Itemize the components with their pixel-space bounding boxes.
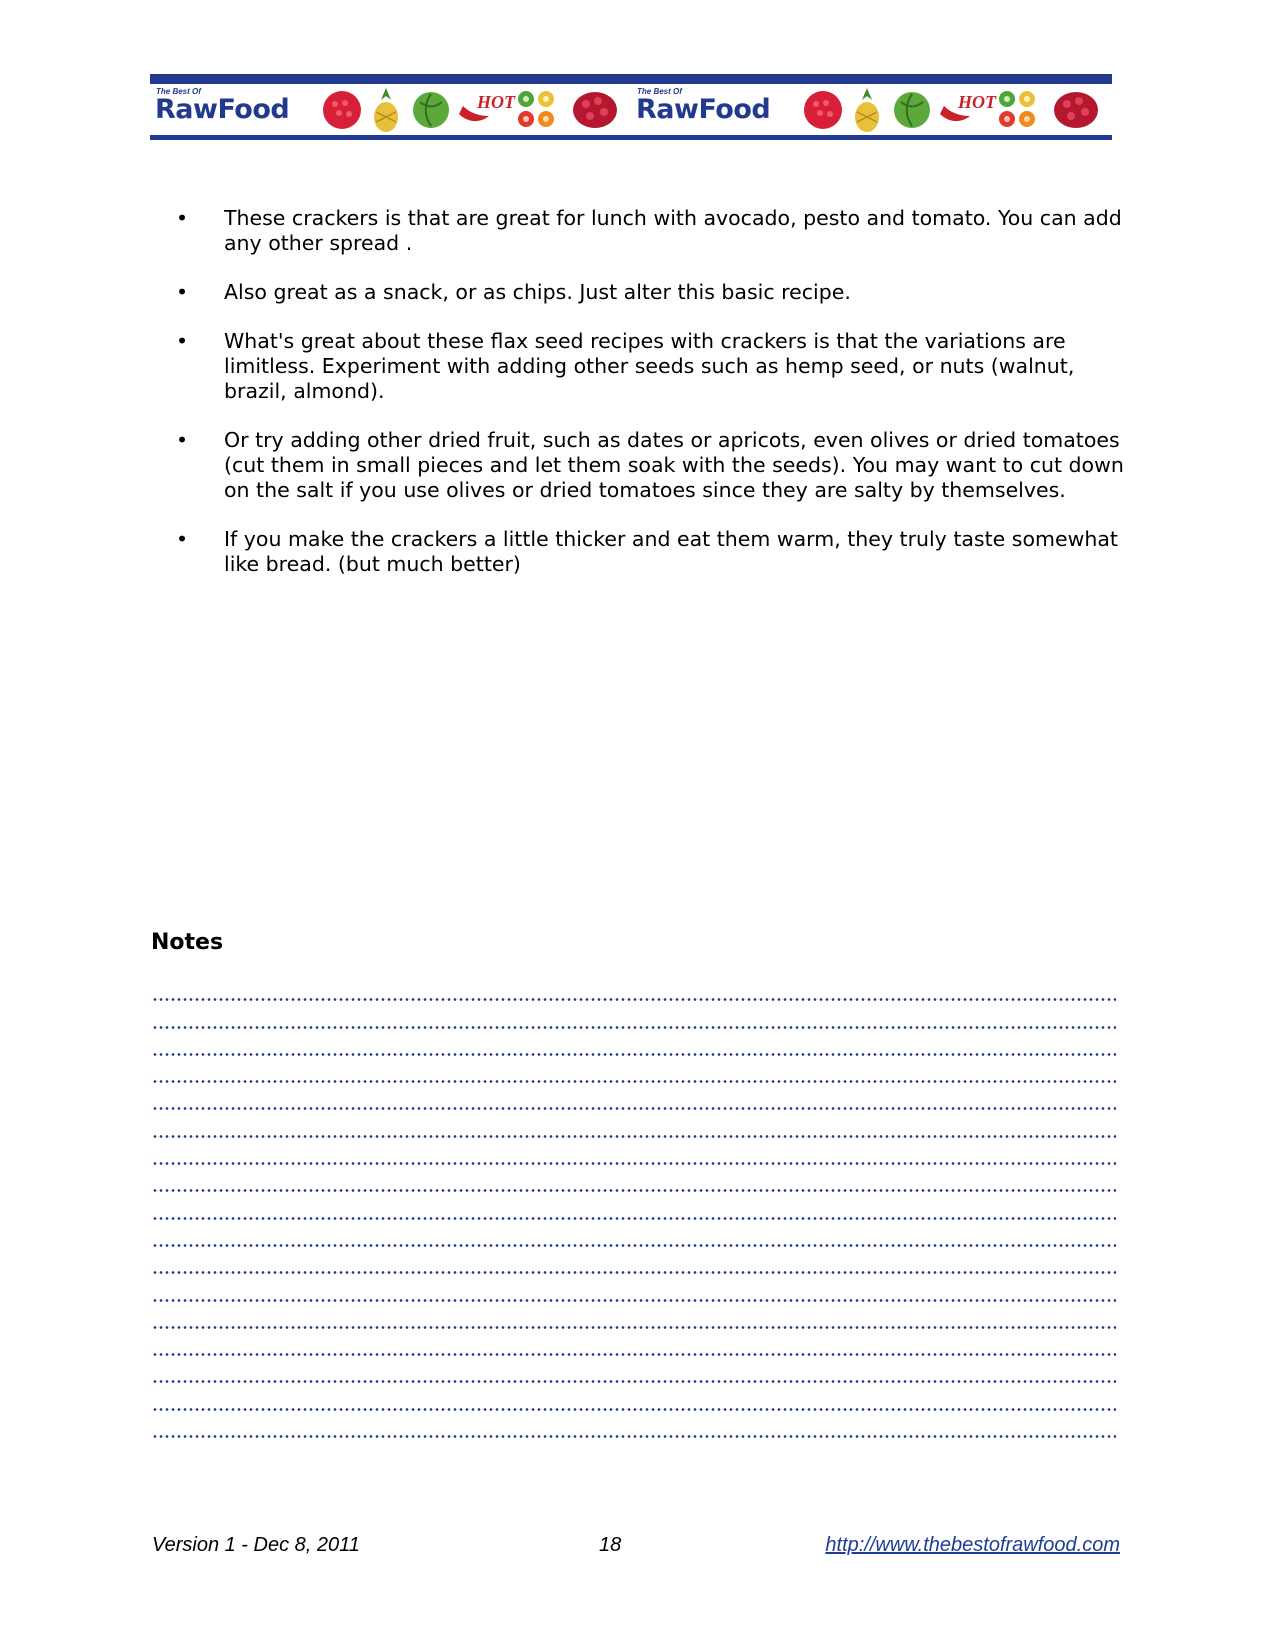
notes-line[interactable] <box>152 1226 1116 1253</box>
bullet-icon: • <box>176 428 189 452</box>
notes-line[interactable] <box>152 1035 1116 1062</box>
tips-list <box>170 206 1130 601</box>
brand-logo-text: RawFood <box>636 94 771 125</box>
bullet-icon: • <box>176 206 189 230</box>
notes-line[interactable] <box>152 1417 1116 1444</box>
notes-line[interactable] <box>152 980 1116 1007</box>
banner-half-right <box>631 84 1112 135</box>
berry-bowl-icon <box>568 86 622 132</box>
raspberry-icon <box>318 86 366 132</box>
notes-line[interactable] <box>152 1171 1116 1198</box>
citrus-slices-icon <box>993 86 1041 134</box>
brand-tagline: The Best Of <box>156 87 201 96</box>
website-link[interactable]: http://www.thebestofrawfood.com <box>825 1534 1120 1556</box>
list-item-text: What's great about these flax seed recipes with crackers is that the variations are limitless. Experiment with adding other seeds such as hemp seed, or nuts (walnut, brazil, almond). <box>224 329 1075 403</box>
notes-line[interactable] <box>152 1144 1116 1171</box>
berry-bowl-icon <box>1049 86 1103 132</box>
notes-line[interactable] <box>152 1253 1116 1280</box>
footer-version: Version 1 - Dec 8, 2011 <box>152 1534 360 1556</box>
list-item-text: If you make the crackers a little thicker and eat them warm, they truly taste somewhat like bread. (but much better) <box>224 527 1118 576</box>
svg-text:HOT: HOT <box>477 92 515 112</box>
header-banner <box>150 74 1112 140</box>
pineapple-icon <box>849 86 885 134</box>
citrus-slices-icon <box>512 86 560 134</box>
bullet-icon: • <box>176 329 189 353</box>
list-item-text: These crackers is that are great for lunch with avocado, pesto and tomato. You can add any other spread . <box>224 206 1122 255</box>
banner-half-left <box>150 84 631 135</box>
list-item <box>170 428 1130 503</box>
brand-logo-text: RawFood <box>155 94 290 125</box>
notes-line[interactable] <box>152 1280 1116 1307</box>
notes-line[interactable] <box>152 1062 1116 1089</box>
notes-writing-lines <box>152 980 1116 1444</box>
notes-line[interactable] <box>152 1362 1116 1389</box>
list-item <box>170 329 1130 404</box>
pineapple-icon <box>368 86 404 134</box>
notes-line[interactable] <box>152 1198 1116 1225</box>
notes-heading: Notes <box>151 930 224 955</box>
list-item-text: Also great as a snack, or as chips. Just alter this basic recipe. <box>224 280 851 304</box>
hot-pepper-icon <box>455 86 515 132</box>
hot-pepper-icon <box>936 86 996 132</box>
raspberry-icon <box>799 86 847 132</box>
notes-line[interactable] <box>152 1308 1116 1335</box>
lettuce-icon <box>889 86 935 132</box>
notes-line[interactable] <box>152 1007 1116 1034</box>
list-item-text: Or try adding other dried fruit, such as dates or apricots, even olives or dried tomatoes (cut them in small pieces and let them soak with the seeds). You may want to cut down on the salt if you use olives or dried tomatoes since they are salty by themselves. <box>224 428 1124 502</box>
svg-text:HOT: HOT <box>958 92 996 112</box>
brand-tagline: The Best Of <box>637 87 682 96</box>
list-item <box>170 527 1130 577</box>
notes-line[interactable] <box>152 1389 1116 1416</box>
list-item <box>170 206 1130 256</box>
page-number: 18 <box>599 1534 622 1556</box>
notes-line[interactable] <box>152 1335 1116 1362</box>
lettuce-icon <box>408 86 454 132</box>
bullet-icon: • <box>176 280 189 304</box>
notes-line[interactable] <box>152 1089 1116 1116</box>
bullet-icon: • <box>176 527 189 551</box>
list-item <box>170 280 1130 305</box>
notes-line[interactable] <box>152 1116 1116 1143</box>
